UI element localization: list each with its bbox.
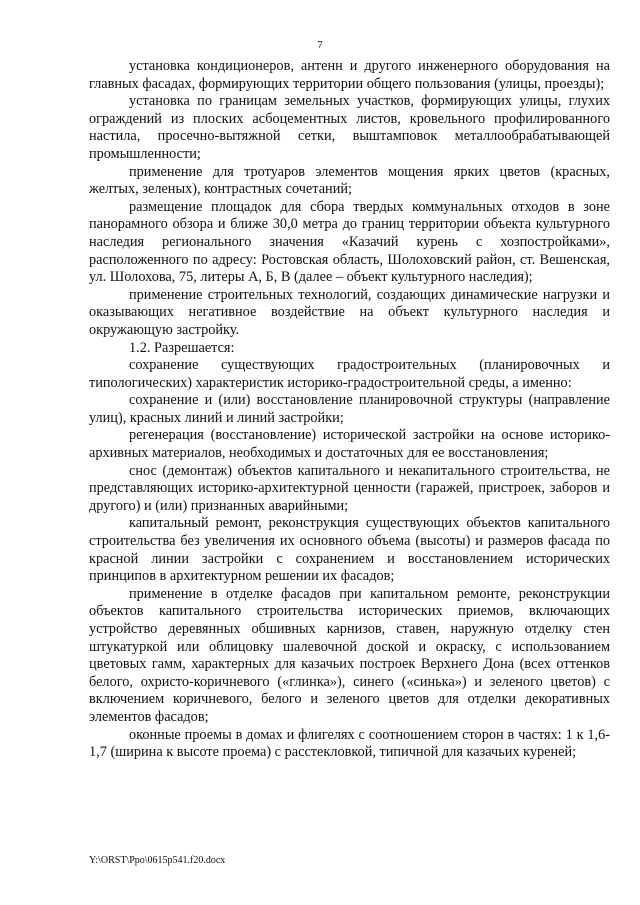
paragraph-window-openings: оконные проемы в домах и флигелях с соотношением сторон в частях: 1 к 1,6-1,7 (ширина к высоте проема) с расстекловкой, типичной для казачьих куреней; (89, 726, 610, 761)
paragraph-regeneration: регенерация (восстановление) исторической застройки на основе историко-архивных материалов, необходимых и достаточных для ее восстановления; (89, 427, 610, 462)
page-number: 7 (317, 39, 323, 51)
paragraph-ban-blind-fences: установка по границам земельных участков, формирующих улицы, глухих ограждений из плоских асбоцементных листов, кровельного профилированного настила, просечно-вытяжной сетки, выштамповок металлообрабатывающей промышленности; (89, 93, 610, 162)
paragraph-ban-bright-paving: применение для тротуаров элементов мощения ярких цветов (красных, желтых, зеленых), контрастных сочетаний; (89, 163, 610, 198)
paragraph-ban-waste-sites: размещение площадок для сбора твердых коммунальных отходов в зоне панорамного обзора и ближе 30,0 метра до границ территории объекта культурного наследия регионального значения «Казачий курень с хозпостройками», расположенного по адресу: Ростовская область, Шолоховский район, ст. Вешенская, ул. Шолохова, 75, литеры А, Б, В (далее – объект культурного наследия); (89, 198, 610, 286)
paragraph-preserve-characteristics: сохранение существующих градостроительных (планировочных и типологических) характеристик историко-градостроительной среды, а именно: (89, 357, 610, 391)
section-heading-allowed: 1.2. Разрешается: (129, 339, 235, 356)
paragraph-ban-dynamic-loads: применение строительных технологий, создающих динамические нагрузки и оказывающих негативное воздействие на объект культурного наследия и окружающую застройку. (89, 286, 610, 338)
paragraph-facade-finishing: применение в отделке фасадов при капитальном ремонте, реконструкции объектов капитального строительства исторических приемов, включающих устройство деревянных обшивных карнизов, ставен, наружную отделку стен штукатуркой или облицовку шалевочной доской и окраску, с использованием цветовых гамм, характерных для казачьих построек Верхнего Дона (всех оттенков белого, охристо-коричневого («глинка»), синего («синька») и зеленого цветов) с включением коричневого, белого и зеленого цветов для отделки декоративных элементов фасадов; (89, 585, 610, 725)
paragraph-capital-repair: капитальный ремонт, реконструкция существующих объектов капитального строительства без увеличения их основного объема (высоты) и размеров фасада по красной линии застройки с сохранением и восстановлением исторических принципов в архитектурном решении их фасадов; (89, 515, 610, 585)
paragraph-preserve-planning: сохранение и (или) восстановление планировочной структуры (направление улиц), красных линий и линий застройки; (89, 392, 610, 426)
paragraph-ban-air-conditioners: установка кондиционеров, антенн и другого инженерного оборудования на главных фасадах, формирующих территории общего пользования (улицы, проезды); (89, 58, 610, 92)
document-body (89, 58, 610, 762)
footer-file-path: Y:\ORST\Ppo\0615p541.f20.docx (89, 855, 226, 866)
paragraph-demolition: снос (демонтаж) объектов капитального и некапитального строительства, не представляющих историко-архитектурной ценности (гаражей, пристроек, заборов и другого) и (или) признанных аварийными; (89, 462, 610, 514)
